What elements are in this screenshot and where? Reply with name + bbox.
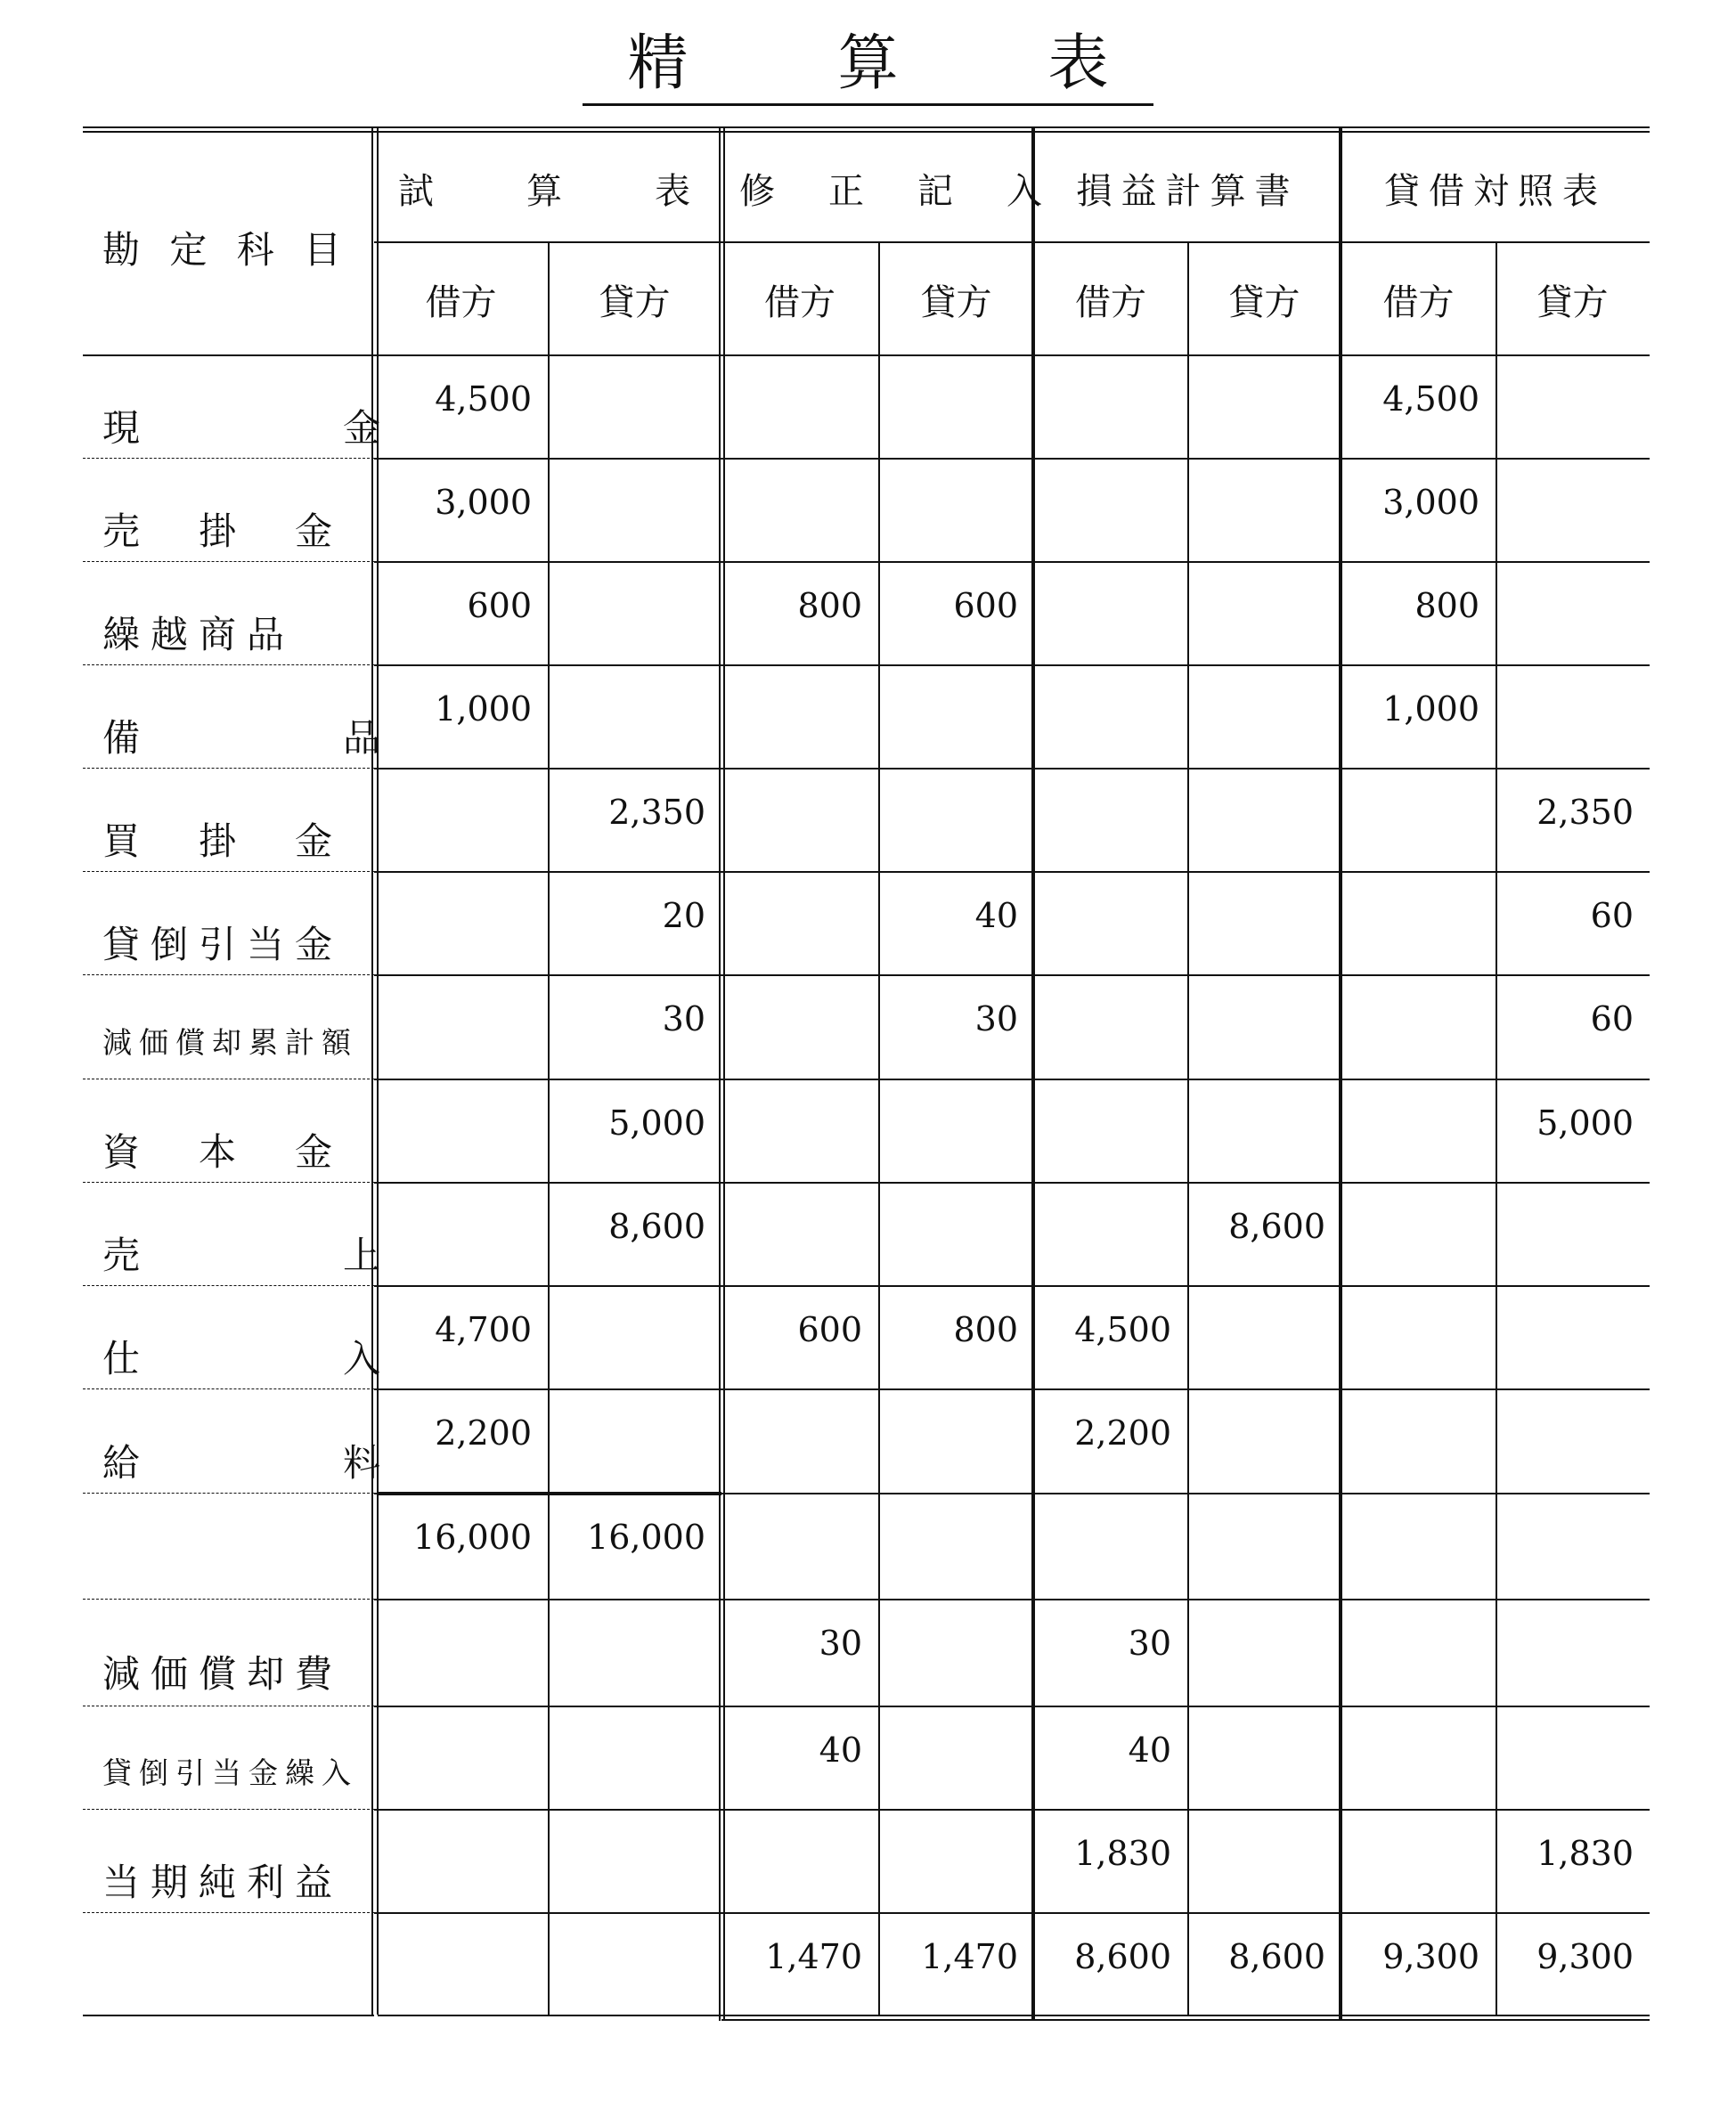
top-rule — [83, 131, 1650, 133]
group-header-3: 損益計算書 — [1076, 171, 1300, 212]
amount-cell: 4,500 — [435, 379, 532, 419]
col-rule — [1187, 241, 1189, 2015]
row-rule-dashed — [83, 1388, 374, 1389]
amount-cell: 30 — [819, 1624, 862, 1663]
amount-cell: 2,200 — [1074, 1413, 1171, 1453]
debit-header: 借方 — [764, 282, 835, 323]
amount-cell: 800 — [1414, 586, 1479, 625]
amount-cell: 600 — [953, 586, 1018, 625]
amount-cell: 8,600 — [1074, 1937, 1171, 1976]
amount-cell: 30 — [1128, 1624, 1171, 1663]
row-rule-dashed — [83, 974, 374, 975]
amount-cell: 800 — [953, 1310, 1018, 1349]
row-rule-dashed — [83, 458, 374, 459]
amount-cell: 40 — [974, 896, 1018, 935]
row-rule — [374, 1912, 1650, 1914]
amount-cell: 5,000 — [608, 1103, 705, 1143]
account-name: 買 掛 金 — [102, 819, 344, 863]
amount-cell: 1,470 — [765, 1937, 862, 1976]
credit-header: 貸方 — [599, 282, 671, 323]
amount-cell: 600 — [797, 1310, 862, 1349]
account-name: 貸倒引当金繰入 — [102, 1755, 358, 1790]
account-name: 仕 入 — [102, 1337, 392, 1380]
amount-cell: 9,300 — [1382, 1937, 1479, 1976]
amount-cell: 4,500 — [1382, 379, 1479, 419]
row-rule-dashed — [83, 561, 374, 562]
amount-cell: 2,200 — [435, 1413, 532, 1453]
bottom-rule — [83, 2015, 374, 2016]
trial-total-rule — [378, 1492, 721, 1495]
amount-cell: 1,830 — [1074, 1834, 1171, 1873]
amount-cell: 20 — [662, 896, 705, 935]
amount-cell: 30 — [974, 999, 1018, 1038]
account-name: 売 上 — [102, 1234, 392, 1277]
amount-cell: 16,000 — [587, 1518, 705, 1557]
row-rule-dashed — [83, 1285, 374, 1286]
amount-cell: 8,600 — [1228, 1937, 1325, 1976]
account-name: 現 金 — [102, 406, 392, 450]
group-rule — [719, 127, 721, 2021]
amount-cell: 600 — [467, 586, 532, 625]
row-rule-dashed — [83, 664, 374, 665]
amount-cell: 800 — [797, 586, 862, 625]
group-header-1: 試 算 表 — [398, 171, 697, 212]
account-header: 勘 定 科 目 — [102, 228, 351, 272]
amount-cell: 1,000 — [1382, 689, 1479, 729]
account-name: 減価償却累計額 — [102, 1024, 358, 1060]
credit-header: 貸方 — [1536, 282, 1609, 323]
account-name: 当期純利益 — [102, 1861, 344, 1904]
account-name: 貸倒引当金 — [102, 923, 344, 966]
row-rule-dashed — [83, 1599, 374, 1600]
amount-cell: 60 — [1590, 896, 1634, 935]
amount-cell: 16,000 — [413, 1518, 532, 1557]
row-rule — [374, 871, 1650, 873]
account-name: 備 品 — [102, 716, 392, 760]
amount-cell: 1,470 — [921, 1937, 1018, 1976]
row-rule-dashed — [83, 1182, 374, 1183]
row-rule — [374, 974, 1650, 976]
amount-cell: 30 — [662, 999, 705, 1038]
amount-cell: 2,350 — [1536, 793, 1634, 832]
group-header-2: 修 正 記 入 — [739, 171, 1051, 212]
amount-cell: 60 — [1590, 999, 1634, 1038]
row-rule — [374, 664, 1650, 666]
amount-cell: 3,000 — [435, 483, 532, 522]
group-header-rule — [374, 241, 1650, 243]
row-rule — [374, 768, 1650, 770]
account-name: 減価償却費 — [102, 1652, 344, 1696]
account-name: 繰越商品 — [102, 613, 296, 656]
row-rule-dashed — [83, 1809, 374, 1810]
amount-cell: 1,000 — [435, 689, 532, 729]
account-name: 給 料 — [102, 1440, 392, 1485]
debit-header: 借方 — [1382, 282, 1455, 323]
amount-cell: 4,500 — [1074, 1310, 1171, 1349]
row-rule-dashed — [83, 1912, 374, 1913]
amount-cell: 5,000 — [1536, 1103, 1634, 1143]
debit-header: 借方 — [425, 282, 497, 323]
amount-cell: 9,300 — [1536, 1937, 1634, 1976]
amount-cell: 8,600 — [608, 1207, 705, 1246]
row-rule — [374, 1182, 1650, 1184]
amount-cell: 40 — [819, 1730, 862, 1770]
row-rule — [374, 561, 1650, 563]
row-rule-dashed — [83, 1493, 374, 1494]
bottom-rule — [721, 2019, 1650, 2021]
row-rule — [374, 1599, 1650, 1600]
group-header-4: 貸借対照表 — [1384, 171, 1607, 212]
header-bottom-rule — [83, 354, 1650, 356]
row-rule-dashed — [83, 871, 374, 872]
amount-cell: 40 — [1128, 1730, 1171, 1770]
row-rule — [374, 1809, 1650, 1811]
account-name: 資 本 金 — [102, 1130, 344, 1174]
bottom-rule — [378, 2015, 1650, 2016]
row-rule-dashed — [83, 768, 374, 769]
account-name: 売 掛 金 — [102, 509, 344, 553]
amount-cell: 1,830 — [1536, 1834, 1634, 1873]
row-rule — [374, 1079, 1650, 1080]
page-title: 精 算 表 — [0, 27, 1736, 106]
credit-header: 貸方 — [1228, 282, 1300, 323]
col-rule — [878, 241, 880, 2015]
amount-cell: 2,350 — [608, 793, 705, 832]
amount-cell: 8,600 — [1228, 1207, 1325, 1246]
credit-header: 貸方 — [920, 282, 992, 323]
amount-cell: 4,700 — [435, 1310, 532, 1349]
top-rule — [83, 126, 1650, 128]
row-rule — [374, 1706, 1650, 1707]
amount-cell: 3,000 — [1382, 483, 1479, 522]
row-rule — [374, 1388, 1650, 1390]
row-rule — [374, 1285, 1650, 1287]
row-rule — [374, 458, 1650, 460]
debit-header: 借方 — [1075, 282, 1146, 323]
